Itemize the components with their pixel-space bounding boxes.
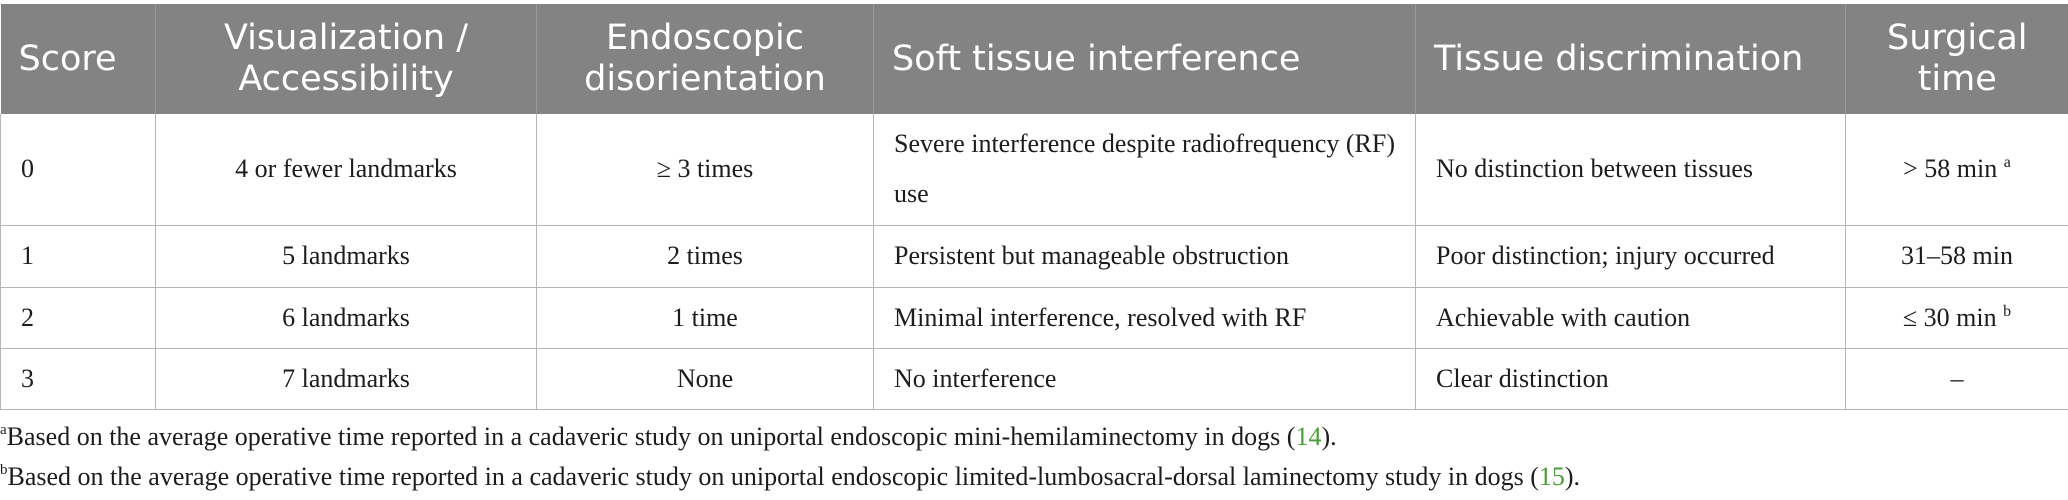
surgical-time-value: –	[1950, 363, 1964, 393]
score-cell: 1	[1, 225, 156, 287]
footnote-a-end: ).	[1321, 422, 1337, 451]
column-header-discrimination: Tissue discrimination	[1416, 4, 1846, 114]
column-header-visualization: Visualization / Accessibility	[156, 4, 537, 114]
reference-link-14[interactable]: 14	[1295, 422, 1322, 451]
column-header-disorientation: Endoscopic disorientation	[537, 4, 874, 114]
score-cell: 2	[1, 287, 156, 348]
surgical-time-cell	[1846, 348, 2068, 409]
surgical-time-value: ≤ 30 min	[1902, 302, 1997, 332]
footnote-b-end: ).	[1564, 462, 1581, 491]
scoring-table	[0, 4, 2068, 410]
table-header-row	[1, 4, 2068, 114]
footnote-b-marker: b	[0, 462, 8, 478]
disorientation-cell: None	[537, 348, 874, 409]
discrimination-cell: Poor distinction; injury occurred	[1416, 225, 1846, 287]
surgical-time-cell	[1846, 287, 2068, 348]
footnote-a-marker: a	[0, 422, 7, 438]
table-row	[1, 348, 2068, 409]
disorientation-cell: 1 time	[537, 287, 874, 348]
footnote-marker: a	[2003, 154, 2011, 172]
footnote-b-text: Based on the average operative time reported in a cadaveric study on uniportal endoscopic limited-lumbosacral-dorsal laminectomy study in dogs (	[7, 462, 1539, 491]
reference-link-15[interactable]: 15	[1538, 462, 1565, 491]
visualization-cell: 6 landmarks	[156, 287, 537, 348]
column-header-soft-tissue: Soft tissue interference	[874, 4, 1416, 114]
score-cell: 3	[1, 348, 156, 409]
discrimination-cell: Achievable with caution	[1416, 287, 1846, 348]
disorientation-cell: ≥ 3 times	[537, 114, 874, 225]
column-header-score: Score	[18, 38, 117, 79]
surgical-time-cell	[1846, 114, 2068, 225]
discrimination-cell: Clear distinction	[1416, 348, 1846, 409]
footnote-b	[0, 462, 1580, 492]
surgical-time-value: > 58 min	[1903, 154, 1998, 184]
soft-tissue-cell: Severe interference despite radiofrequency (RF) use	[874, 114, 1416, 225]
visualization-cell: 5 landmarks	[156, 225, 537, 287]
visualization-cell: 4 or fewer landmarks	[156, 114, 537, 225]
table-row	[1, 225, 2068, 287]
soft-tissue-cell: Minimal interference, resolved with RF	[874, 287, 1416, 348]
disorientation-cell: 2 times	[537, 225, 874, 287]
soft-tissue-cell: No interference	[874, 348, 1416, 409]
soft-tissue-cell: Persistent but manageable obstruction	[874, 225, 1416, 287]
footnote-marker: b	[2003, 302, 2012, 320]
footnote-a-text: Based on the average operative time reported in a cadaveric study on uniportal endoscopic mini-hemilaminectomy in dogs (	[6, 422, 1296, 451]
score-cell: 0	[1, 114, 156, 225]
surgical-time-value: 31–58 min	[1901, 241, 2013, 270]
visualization-cell: 7 landmarks	[156, 348, 537, 409]
table-row	[1, 287, 2068, 348]
column-header-surgical-time: Surgical time	[1846, 4, 2068, 114]
surgical-time-cell	[1846, 225, 2068, 287]
table-row	[1, 114, 2068, 225]
discrimination-cell: No distinction between tissues	[1416, 114, 1846, 225]
footnote-a	[0, 422, 1337, 452]
